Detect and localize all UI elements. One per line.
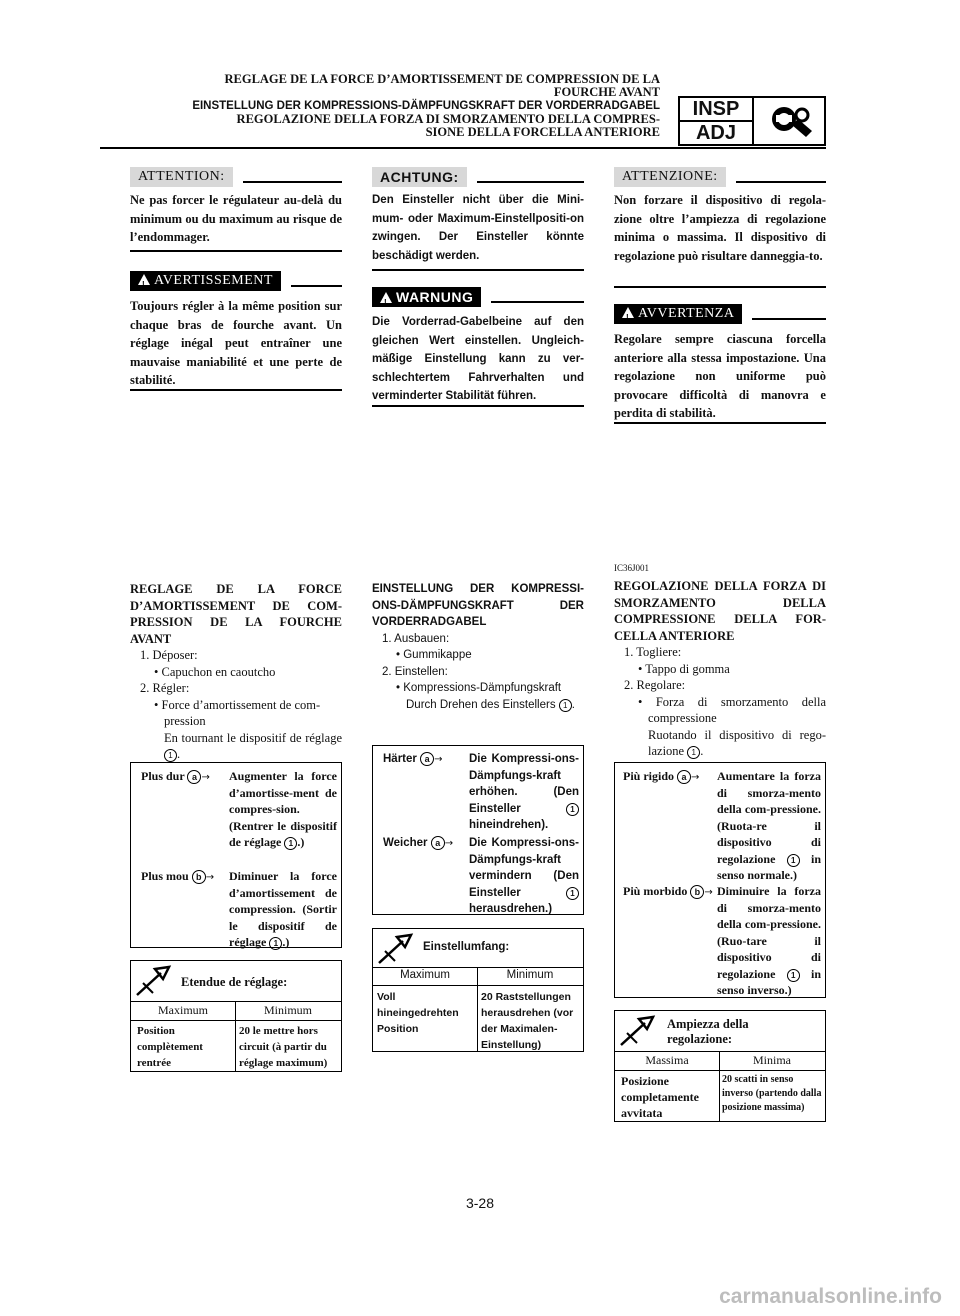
de-section-title: EINSTELLUNG DER KOMPRESSI-ONS-DÄMPFUNGSKRAFT DER VORDERRADGABEL	[372, 583, 584, 628]
de-step-2: 2. Einstellen:	[382, 665, 448, 678]
it-section-title: REGOLAZIONE DELLA FORZA DI SMORZAMENTO DELLA COMPRESSIONE DELLA FOR-CELLA ANTERIORE	[614, 579, 826, 643]
warning-triangle-icon	[380, 292, 392, 303]
de-warning-heading	[372, 286, 584, 308]
fr-range-min: 20 le mettre hors circuit (à partir du réglage maximum)	[239, 1025, 328, 1069]
de-rule-1	[372, 269, 584, 271]
it-rule-2	[614, 422, 826, 424]
de-adj-b-label: Weicher	[383, 837, 428, 849]
de-caution-text: Den Einsteller nicht über die Mini-mum- oder Maximum-Einstellpositi-on zwingen. Der Einsteller könnte beschädigt werden.	[372, 194, 584, 262]
insp-adj-badge	[678, 96, 826, 146]
fr-caution-text: Ne pas forcer le régulateur au-delà du minimum ou du maximum au risque de l’endommager.	[130, 193, 342, 244]
wrench-icon	[766, 103, 816, 139]
it-range-max-header: Massima	[645, 1053, 689, 1067]
it-caution-label: ATTENZIONE:	[614, 167, 726, 187]
it-warning-label: AVVERTENZA	[638, 306, 735, 321]
it-adj-a-tail: in senso normale.)	[717, 851, 822, 882]
spec-tool-icon	[377, 933, 417, 965]
fr-adj-a-text: Augmenter la force d’amortisse-ment de compres-sion. (Rentrer le dispositif de réglage	[229, 769, 337, 849]
header-title-fr-1: REGLAGE DE LA FORCE D’AMORTISSEMENT DE COMPRESSION DE LA	[224, 72, 660, 86]
de-adj-a-tail: hineindrehen).	[469, 819, 549, 831]
warning-triangle-icon	[622, 307, 634, 318]
de-procedure: EINSTELLUNG DER KOMPRESSI-ONS-DÄMPFUNGSKRAFT DER VORDERRADGABEL 1. Ausbauen: • Gummikappe 2. Einstellen: • Kompressions-Dämpfungskraft Durch Drehen des Einstellers 1 .	[372, 583, 584, 711]
it-range-max: Posizione completamente avvitata	[621, 1074, 699, 1120]
it-adjust-box: Più rigido a → Aumentare la forza di smorza-mento della com-pressione. (Ruota-re il dispositivo di regolazione 1 in senso normale.) Più morbido b → Diminuire la forza di smorza-mento della com-pressione. (Ruo-tare il dispositivo di regolazione 1 in senso inverso.)	[614, 762, 826, 998]
it-warning-text: Regolare sempre ciascuna forcella anteriore alla stessa impostazione. Una regolazione non uniforme può provocare difficoltà di manovra e perdita di stabilità.	[614, 332, 826, 420]
de-range-min-header: Minimum	[506, 969, 554, 981]
badge-adj: ADJ	[695, 122, 736, 144]
it-adj-a-label: Più rigido	[623, 769, 675, 783]
de-step-2-item: Kompressions-Dämpfungskraft	[403, 682, 562, 694]
de-range-title: Einstellumfang:	[423, 941, 510, 953]
de-caution-heading	[372, 166, 584, 188]
fr-procedure: REGLAGE DE LA FORCE D’AMORTISSEMENT DE COM-PRESSION DE LA FOURCHE AVANT 1. Déposer: • Capuchon en caoutcho 2. Régler: • Force d’amortissement de com-pression En tournant le dispositif de réglage 1 .	[130, 582, 342, 761]
de-step-1: 1. Ausbauen:	[382, 632, 450, 645]
header-title-de: EINSTELLUNG DER KOMPRESSIONS-DÄMPFUNGSKRAFT DER VORDERRADGABEL	[192, 100, 660, 112]
fr-range-max: Position complètement rentrée	[137, 1025, 203, 1069]
it-adj-b-label: Più morbido	[623, 884, 688, 898]
de-caution-label: ACHTUNG:	[372, 167, 467, 187]
it-procedure: REGOLAZIONE DELLA FORZA DI SMORZAMENTO DELLA COMPRESSIONE DELLA FOR-CELLA ANTERIORE 1. Togliere: • Tappo di gomma 2. Regolare: • Forza di smorzamento della compressione Ruotando il dispositivo di rego-lazione 1 .	[614, 579, 826, 758]
fr-section-title: REGLAGE DE LA FORCE D’AMORTISSEMENT DE COM-PRESSION DE LA FOURCHE AVANT	[130, 582, 342, 646]
de-warning-text: Die Vorderrad-Gabelbeine auf den gleichen Wert einstellen. Ungleich-mäßige Einstellung kann zu ver-schlechtertem Fahrverhalten und verminderter Stabilität führen.	[372, 316, 584, 402]
it-rule-1	[614, 286, 826, 288]
fr-adjuster-marker: 1	[164, 749, 177, 762]
de-step-2-note: Durch Drehen des Einstellers	[406, 698, 556, 711]
fr-warning-text: Toujours régler à la même position sur chaque bras de fourche avant. Un réglage inégal peut entraîner une mauvaise maniabilité et une perte de stabilité.	[130, 299, 342, 387]
header-rule	[100, 147, 826, 149]
it-step-1: 1. Togliere:	[624, 645, 682, 659]
it-section-code: IC36J001	[614, 563, 650, 573]
fr-step-1-item: Capuchon en caoutcho	[161, 664, 276, 679]
fr-adj-a-label: Plus dur	[141, 769, 185, 783]
fr-step-2-note: En tournant le dispositif de réglage	[164, 730, 342, 745]
fr-range-min-header: Minimum	[263, 1003, 312, 1017]
fr-range-box	[130, 960, 342, 1072]
it-range-box	[614, 1010, 826, 1122]
it-step-2: 2. Regolare:	[624, 678, 686, 692]
de-step-1-item: Gummikappe	[403, 649, 472, 661]
header-title-fr-2: FOURCHE AVANT	[553, 85, 660, 99]
header-title-it-1: REGOLAZIONE DELLA FORZA DI SMORZAMENTO DELLA COMPRES-	[236, 112, 660, 126]
spec-tool-icon	[135, 965, 175, 997]
de-range-min: 20 Raststellungen herausdrehen (vor der Maximalen-Einstellung)	[481, 991, 574, 1051]
it-range-title: Ampiezza della regolazione:	[667, 1017, 749, 1046]
de-adj-b-tail: herausdrehen.)	[469, 903, 553, 915]
fr-step-2: 2. Régler:	[140, 681, 190, 695]
warning-triangle-icon	[138, 274, 150, 285]
it-adj-b-tail: in senso inverso.)	[717, 966, 822, 997]
de-adj-b-text: Die Kompressi-ons-Dämpfungs-kraft vermindern (Den Einsteller	[469, 837, 579, 899]
fr-adjust-box: Plus dur a → Augmenter la force d’amortisse-ment de compres-sion. (Rentrer le dispositif de réglage 1 .) Plus mou b → Diminuer la force d’amortissement de compression. (Sortir le dispositif de réglage 1 .)	[130, 762, 342, 948]
fr-caution-heading	[130, 166, 342, 188]
de-warning-label: WARNUNG	[396, 289, 474, 305]
it-step-1-item: Tappo di gomma	[645, 661, 730, 676]
it-range-min-header: Minima	[753, 1053, 791, 1067]
fr-rule-1	[130, 250, 342, 252]
fr-step-2-item: Force d’amortissement de com-pression	[161, 697, 321, 728]
de-range-max: Voll hineingedrehten Position	[377, 991, 459, 1035]
it-step-2-item: Forza di smorzamento della compressione	[648, 694, 826, 725]
it-adj-b-text: Diminuire la forza di smorza-mento della com-pressione. (Ruo-tare il dispositivo di regolazione	[717, 884, 821, 981]
fr-adj-b-label: Plus mou	[141, 869, 189, 883]
fr-warning-heading	[130, 270, 342, 292]
page-number: 3-28	[465, 1195, 495, 1211]
it-warning-heading	[614, 303, 826, 325]
de-rule-2	[372, 405, 584, 407]
badge-insp: INSP	[692, 98, 740, 120]
header-title-it-2: SIONE DELLA FORCELLA ANTERIORE	[425, 125, 660, 139]
it-step-2-note: Ruotando il dispositivo di rego-lazione	[648, 727, 826, 758]
de-adj-a-label: Härter	[383, 753, 417, 765]
de-range-max-header: Maximum	[400, 969, 450, 981]
watermark: carmanualsonline.info	[719, 1285, 942, 1308]
fr-step-1: 1. Déposer:	[140, 648, 198, 662]
fr-adj-b-text: Diminuer la force d’amortissement de compression. (Sortir le dispositif de réglage	[229, 869, 337, 949]
it-adj-a-text: Aumentare la forza di smorza-mento della com-pressione. (Ruota-re il dispositivo di regolazione	[717, 769, 821, 866]
de-adj-a-text: Die Kompressi-ons-Dämpfungs-kraft erhöhen. (Den Einsteller	[469, 753, 579, 815]
it-range-min: 20 scatti in senso inverso (partendo dalla posizione massima)	[722, 1074, 822, 1113]
it-caution-text: Non forzare il dispositivo di regola-zione oltre l’ampiezza di regolazione minima o massima. Il dispositivo di regolazione può risultare danneggia-to.	[614, 193, 826, 263]
it-caution-heading	[614, 166, 826, 188]
fr-range-title: Etendue de réglage:	[181, 975, 288, 989]
fr-rule-2	[130, 389, 342, 391]
fr-caution-label: ATTENTION:	[130, 167, 233, 187]
spec-tool-icon	[619, 1015, 659, 1047]
de-adjust-box: Härter a → Die Kompressi-ons-Dämpfungs-kraft erhöhen. (Den Einsteller 1 hineindrehen). Weicher a → Die Kompressi-ons-Dämpfungs-kraft vermindern (Den Einsteller 1 herausdrehen.)	[372, 745, 584, 915]
fr-range-max-header: Maximum	[158, 1003, 208, 1017]
de-range-box	[372, 928, 584, 1052]
fr-warning-label: AVERTISSEMENT	[154, 273, 273, 288]
